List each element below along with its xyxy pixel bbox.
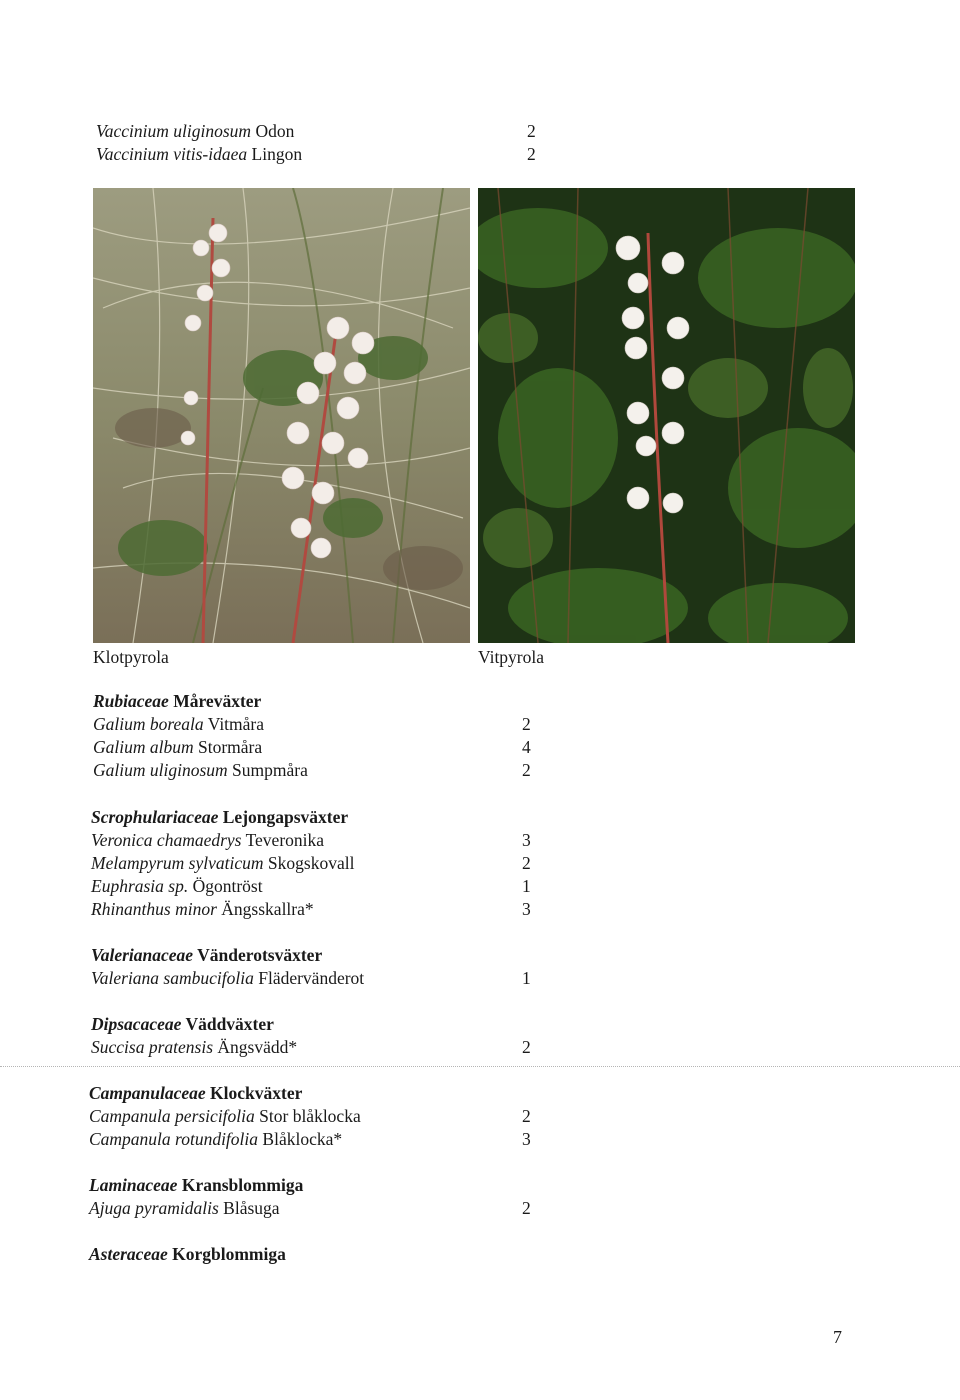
- vitpyrola-image: [478, 188, 855, 643]
- species-line: Veronica chamaedrys Teveronika: [91, 830, 325, 850]
- species-line: Galium boreala Vitmåra: [93, 714, 265, 734]
- species-count: 1: [522, 968, 531, 988]
- species-count: 4: [522, 737, 531, 757]
- species-count: 3: [522, 830, 531, 850]
- caption-klotpyrola: Klotpyrola: [93, 647, 169, 667]
- family-heading: Scrophulariaceae Lejongapsväxter: [91, 807, 349, 827]
- species-line: Vaccinium vitis-idaea Lingon: [96, 144, 303, 164]
- family-heading: Rubiaceae Måreväxter: [93, 691, 262, 711]
- klotpyrola-image: [93, 188, 470, 643]
- species-count: 1: [522, 876, 531, 896]
- caption-vitpyrola: Vitpyrola: [478, 647, 545, 667]
- species-count: 2: [522, 1106, 531, 1126]
- species-count: 2: [522, 1198, 531, 1218]
- species-count: 3: [522, 1129, 531, 1149]
- species-count: 2: [522, 714, 531, 734]
- species-count: 3: [522, 899, 531, 919]
- family-heading: Campanulaceae Klockväxter: [89, 1083, 303, 1103]
- species-count: 2: [522, 853, 531, 873]
- family-heading: Valerianaceae Vänderotsväxter: [91, 945, 323, 965]
- species-line: Rhinanthus minor Ängsskallra*: [91, 899, 314, 919]
- species-line: Vaccinium uliginosum Odon: [96, 121, 295, 141]
- species-line: Ajuga pyramidalis Blåsuga: [89, 1198, 280, 1218]
- species-line: Valeriana sambucifolia Flädervänderot: [91, 968, 365, 988]
- species-line: Melampyrum sylvaticum Skogskovall: [91, 853, 355, 873]
- family-heading: Laminaceae Kransblommiga: [89, 1175, 304, 1195]
- species-count: 2: [522, 1037, 531, 1057]
- species-line: Campanula rotundifolia Blåklocka*: [89, 1129, 343, 1149]
- photo-vitpyrola: [478, 188, 855, 643]
- species-count: 2: [522, 760, 531, 780]
- species-line: Galium album Stormåra: [93, 737, 263, 757]
- family-heading: Asteraceae Korgblommiga: [89, 1244, 286, 1264]
- species-line: Galium uliginosum Sumpmåra: [93, 760, 308, 780]
- species-count: 2: [527, 144, 536, 164]
- species-line: Succisa pratensis Ängsvädd*: [91, 1037, 298, 1057]
- scan-dotted-line: [0, 1066, 960, 1067]
- species-line: Euphrasia sp. Ögontröst: [91, 876, 263, 896]
- species-line: Campanula persicifolia Stor blåklocka: [89, 1106, 361, 1126]
- photo-klotpyrola: [93, 188, 470, 643]
- species-count: 2: [527, 121, 536, 141]
- page-number: 7: [833, 1327, 842, 1347]
- family-heading: Dipsacaceae Väddväxter: [91, 1014, 274, 1034]
